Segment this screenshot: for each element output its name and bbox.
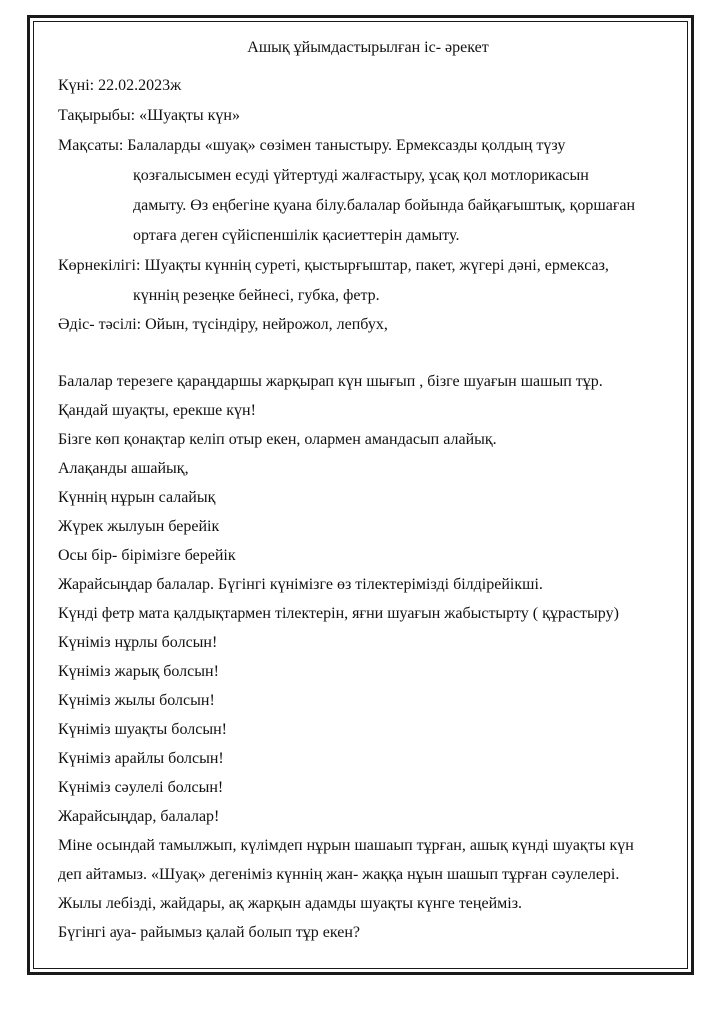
body-line: деп айтамыз. «Шуақ» дегеніміз күннің жан- жаққа нұын шашып тұрған сәулелері.	[58, 866, 620, 883]
body-line: Бізге көп қонақтар келіп отыр екен, олармен амандасып алайық.	[58, 431, 497, 448]
body-line: Жарайсыңдар, балалар!	[58, 808, 220, 825]
body-line: Алақанды ашайық,	[58, 460, 189, 477]
body-line: Балалар терезеге қараңдаршы жарқырап күн шығып , бізге шуағын шашып тұр.	[58, 373, 603, 390]
document-title: Ашық ұйымдастырылған іс- әрекет	[247, 39, 489, 56]
visual-aids-line: Көрнекілігі: Шуақты күннің суреті, қыстырғыштар, пакет, жүгері дәні, ермексаз,	[58, 257, 609, 274]
body-line: Қандай шуақты, ерекше күн!	[58, 402, 256, 419]
body-line: Осы бір- бірімізге берейік	[58, 547, 236, 564]
date-line: Күні: 22.02.2023ж	[58, 77, 182, 94]
goal-line: қозғалысымен есуді үйтертуді жалғастыру, ұсақ қол мотлорикасын	[133, 167, 589, 184]
body-line: Күніміз жарық болсын!	[58, 663, 219, 680]
methods-line: Әдіс- тәсілі: Ойын, түсіндіру, нейрожол, лепбух,	[58, 316, 388, 333]
body-line: Жүрек жылуын берейік	[58, 518, 220, 535]
body-line: Күнді фетр мата қалдықтармен тілектерін, яғни шуағын жабыстырту ( құрастыру)	[58, 605, 619, 622]
body-line: Күніміз сәулелі болсын!	[58, 779, 224, 796]
body-line: Жылы лебізді, жайдары, ақ жарқын адамды шуақты күнге теңейміз.	[58, 895, 523, 912]
body-line: Күніміз жылы болсын!	[58, 692, 215, 709]
goal-line: Мақсаты: Балаларды «шуақ» сөзімен таныстыру. Ермексазды қолдың түзу	[58, 137, 566, 154]
body-line: Жарайсыңдар балалар. Бүгінгі күнімізге өз тілектерімізді білдірейікші.	[58, 576, 543, 593]
body-line: Күніміз нұрлы болсын!	[58, 634, 218, 651]
goal-line: дамыту. Өз еңбегіне қуана білу.балалар бойында байқағыштық, қоршаған	[133, 197, 636, 214]
body-line: Күніміз арайлы болсын!	[58, 750, 224, 767]
body-line: Міне осындай тамылжып, күлімдеп нұрын шашаып тұрған, ашық күнді шуақты күн	[58, 837, 634, 854]
body-line: Күніміз шуақты болсын!	[58, 721, 227, 738]
visual-aids-line: күннің резеңке бейнесі, губка, фетр.	[133, 287, 380, 304]
body-line: Бүгінгі ауа- райымыз қалай болып тұр екен?	[58, 924, 361, 941]
body-line: Күннің нұрын салайық	[58, 489, 216, 506]
goal-line: ортаға деген сүйіспеншілік қасиеттерін дамыту.	[133, 227, 460, 244]
topic-line: Тақырыбы: «Шуақты күн»	[58, 107, 240, 124]
